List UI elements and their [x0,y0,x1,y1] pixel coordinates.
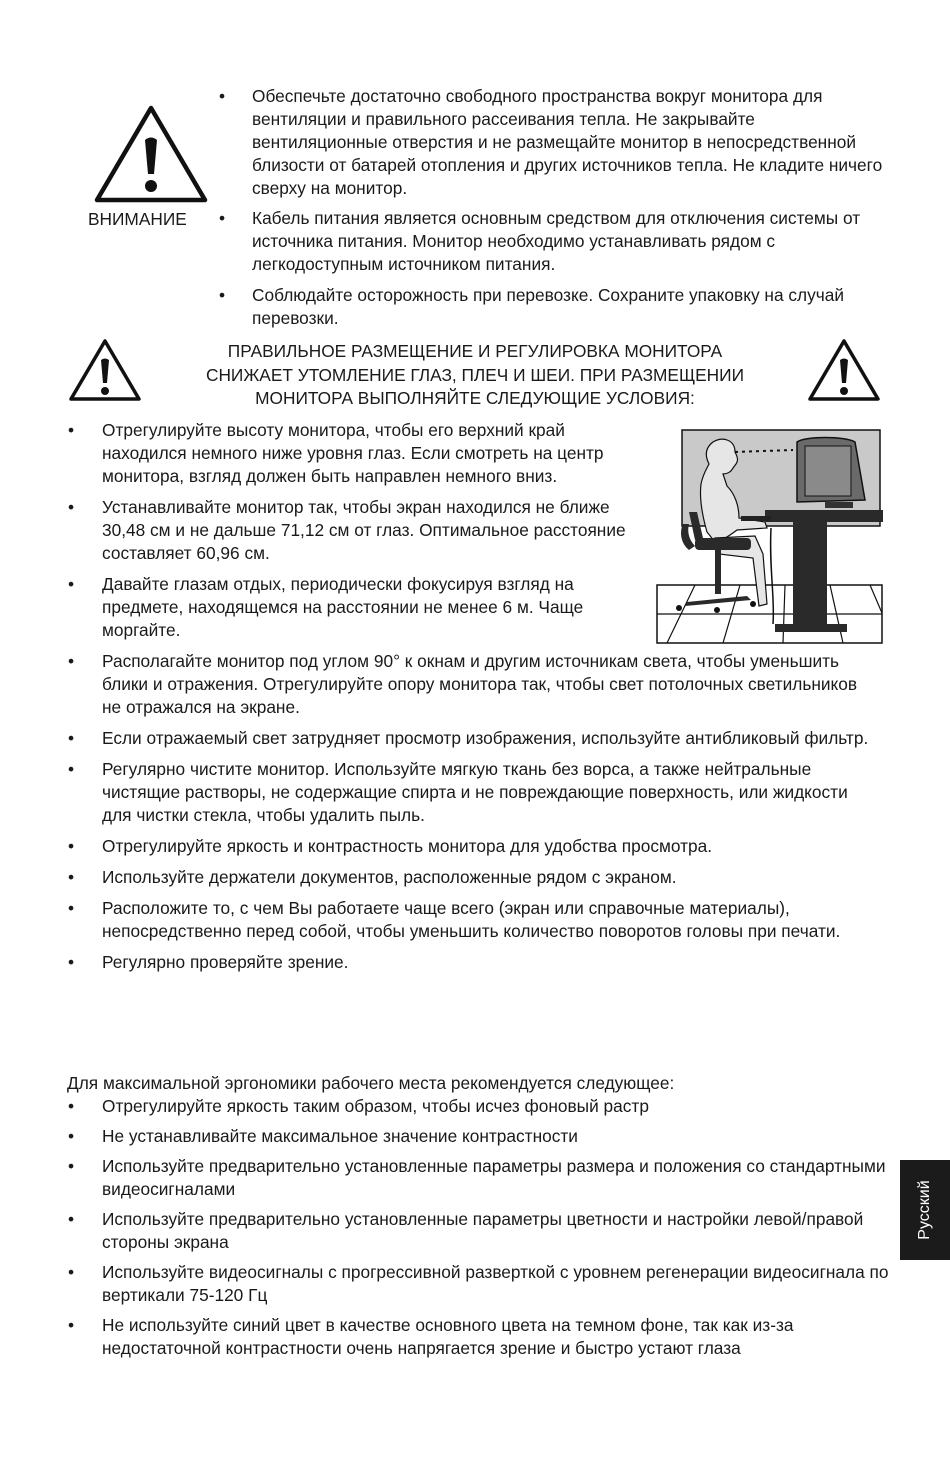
list-item: • Используйте предварительно установленные параметры размера и положения со стандартными видеосигналами [68,1156,886,1199]
language-tab-label: Русский [916,1180,933,1240]
list-item: • Используйте предварительно установленные параметры цветности и настройки левой/правой стороны экрана [68,1209,864,1252]
caution-triangle-icon [93,104,209,204]
bullet: • [68,497,75,517]
list-item: • Используйте видеосигналы с прогрессивной разверткой с уровнем регенерации видеосигнала по вертикали 75-120 Гц [68,1262,889,1305]
warning-list [219,85,892,338]
bullet: • [68,836,75,856]
bullet: • [68,867,75,887]
bullet: • [68,1315,75,1335]
bullet: • [219,208,226,228]
list-item: • Соблюдайте осторожность при перевозке. Сохраните упаковку на случай перевозки. [219,285,844,328]
bullet: • [68,574,75,594]
list-item: • Обеспечьте достаточно свободного пространства вокруг монитора для вентиляции и правильного рассеивания тепла. Не закрывайте вентиляционные отверстия и не размещайте монитор в непосредственной близости от батарей отопления и других источников тепла. Не кладите ничего сверху на монитор. [219,86,883,198]
bullet: • [68,898,75,918]
list-item: • Не устанавливайте максимальное значение контрастности [68,1126,578,1146]
warning-right-icon [807,338,881,402]
section-heading: ПРАВИЛЬНОЕ РАЗМЕЩЕНИЕ И РЕГУЛИРОВКА МОНИТОРА СНИЖАЕТ УТОМЛЕНИЕ ГЛАЗ, ПЛЕЧ И ШЕИ. ПРИ РАЗМЕЩЕНИИ МОНИТОРА ВЫПОЛНЯЙТЕ СЛЕДУЮЩИЕ УСЛОВИЯ: [205,341,745,408]
bullet: • [68,759,75,779]
recommendations-list [68,1095,892,1367]
list-item: • Если отражаемый свет затрудняет просмотр изображения, используйте антибликовый фильтр. [68,728,869,748]
list-item: • Не используйте синий цвет в качестве основного цвета на темном фоне, так как из-за недостаточной контрастности очень напрягается зрение и быстро устают глаза [68,1315,794,1358]
bullet: • [68,420,75,440]
list-item: • Давайте глазам отдых, периодически фокусируя взгляд на предмете, находящемся на расстоянии не менее 6 м. Чаще моргайте. [68,574,584,640]
list-item: • Регулярно проверяйте зрение. [68,952,349,972]
language-tab [900,1160,950,1260]
bullet: • [68,1209,75,1229]
list-item: • Используйте держатели документов, расположенные рядом с экраном. [68,867,677,887]
warning-left-icon [68,338,142,402]
list-item: • Устанавливайте монитор так, чтобы экран находился не ближе 30,48 см и не дальше 71,12 см от глаз. Оптимальное расстояние составляет 60,96 см. [68,497,626,563]
list-item: • Отрегулируйте яркость таким образом, чтобы исчез фоновый растр [68,1096,649,1116]
bullet: • [68,952,75,972]
ergonomics-list [68,419,877,982]
list-item: • Расположите то, с чем Вы работаете чаще всего (экран или справочные материалы), непосредственно перед собой, чтобы уменьшить количество поворотов головы при печати. [68,898,841,941]
recommendations-intro: Для максимальной эргономики рабочего места рекомендуется следующее: [67,1073,675,1093]
bullet: • [68,1126,75,1146]
list-item: • Отрегулируйте высоту монитора, чтобы его верхний край находился немного ниже уровня глаз. Если смотреть на центр монитора, взгляд должен быть направлен немного вниз. [68,420,604,486]
bullet: • [68,1096,75,1116]
bullet: • [68,1156,75,1176]
bullet: • [219,86,226,106]
list-item: • Кабель питания является основным средством для отключения системы от источника питания. Монитор необходимо устанавливать рядом с легкодоступным источником питания. [219,208,861,274]
list-item: • Регулярно чистите монитор. Используйте мягкую ткань без ворса, а также нейтральные чистящие растворы, не содержащие спирта и не повреждающие поверхность, или жидкости для чистки стекла, чтобы удалить пыль. [68,759,848,825]
list-item: • Отрегулируйте яркость и контрастность монитора для удобства просмотра. [68,836,713,856]
bullet: • [68,651,75,671]
bullet: • [68,1262,75,1282]
list-item: • Располагайте монитор под углом 90° к окнам и другим источникам света, чтобы уменьшить блики и отражения. Отрегулируйте опору монитора так, чтобы свет потолочных светильников не отражался на экране. [68,651,858,717]
caution-label: ВНИМАНИЕ [88,209,187,229]
bullet: • [219,285,226,305]
bullet: • [68,728,75,748]
